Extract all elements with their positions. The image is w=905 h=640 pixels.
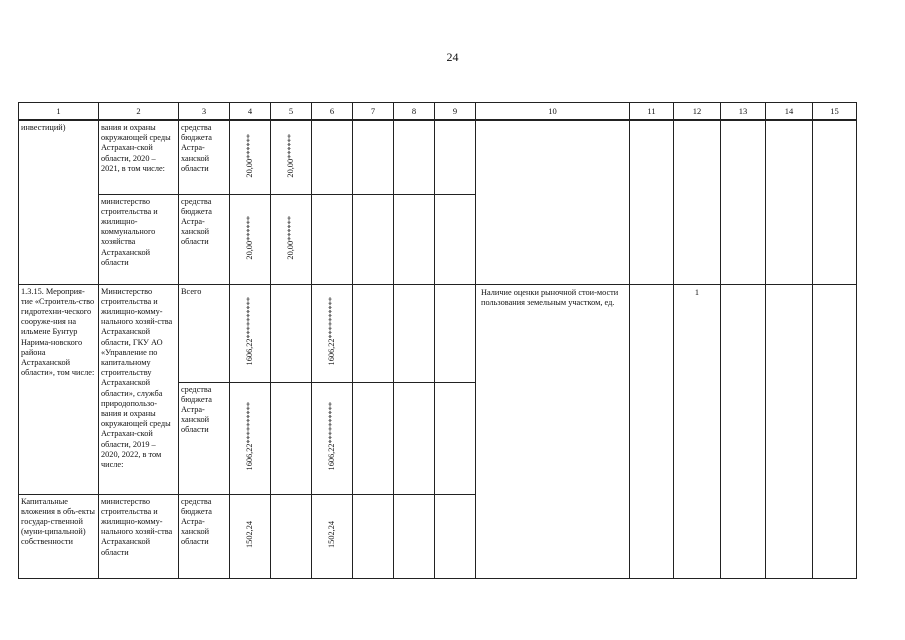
- cell-source: средства бюджета Астра-ханской области: [179, 194, 230, 284]
- cell-executor: Министерство строительства и жилищно-комму-нального хозяй-ства Астраханской области, ГКУ АО «Управление по капитальному строительству Астраханской области», служба природопользо-вания и охраны окружающей среды Астрахан-ской области, 2019 – 2020, 2022, в том числе:: [99, 284, 179, 494]
- table-row: [19, 120, 857, 194]
- cell-empty: [353, 382, 394, 494]
- header-cell: 8: [394, 103, 435, 121]
- cell-empty: [721, 120, 766, 284]
- cell-empty: [394, 120, 435, 194]
- cell-amount: 1502,24: [230, 494, 271, 578]
- header-cell: 13: [721, 103, 766, 121]
- cell-empty: [813, 284, 857, 578]
- cell-empty: [312, 120, 353, 194]
- cell-empty: [394, 284, 435, 382]
- cell-event-name: Капитальные вложения в объ-екты государ-ственной (муни-ципальной) собственности: [19, 494, 99, 578]
- header-cell: 4: [230, 103, 271, 121]
- cell-empty: [766, 120, 813, 284]
- cell-empty: [435, 120, 476, 194]
- cell-amount: 1502,24: [312, 494, 353, 578]
- cell-source: средства бюджета Астра-ханской области: [179, 382, 230, 494]
- header-cell: 2: [99, 103, 179, 121]
- cell-empty: [353, 284, 394, 382]
- cell-empty: [674, 120, 721, 284]
- header-row: [19, 103, 857, 121]
- cell-empty: [813, 120, 857, 284]
- header-cell: 11: [630, 103, 674, 121]
- table-row: [19, 284, 857, 382]
- cell-empty: [435, 494, 476, 578]
- header-cell: 5: [271, 103, 312, 121]
- header-cell: 15: [813, 103, 857, 121]
- page-number: 24: [446, 50, 459, 64]
- cell-empty: [271, 494, 312, 578]
- cell-executor: министерство строительства и жилищно-комму-нального хозяй-ства Астраханской области: [99, 494, 179, 578]
- header-cell: 12: [674, 103, 721, 121]
- cell-amount: 20,00******: [230, 120, 271, 194]
- cell-amount: 1606,22**********: [312, 382, 353, 494]
- cell-empty: [353, 494, 394, 578]
- cell-amount: 1606,22**********: [312, 284, 353, 382]
- cell-amount: 20,00******: [271, 194, 312, 284]
- cell-amount: 1606,22**********: [230, 382, 271, 494]
- header-cell: 1: [19, 103, 99, 121]
- cell-empty: [353, 194, 394, 284]
- cell-empty: [435, 382, 476, 494]
- cell-empty: [435, 194, 476, 284]
- cell-indicator-value: 1: [674, 284, 721, 578]
- cell-amount: 20,00******: [271, 120, 312, 194]
- cell-executor: вания и охраны окружающей среды Астрахан-ской области, 2020 – 2021, в том числе:: [99, 120, 179, 194]
- cell-event-name: 1.3.15. Мероприя-тие «Строитель-ство гидротехни-ческого сооруже-ния на ильмене Бунтур Нарима-новского района Астраханской области», том числе:: [19, 284, 99, 494]
- header-cell: 14: [766, 103, 813, 121]
- header-cell: 10: [476, 103, 630, 121]
- cell-empty: [630, 284, 674, 578]
- cell-source: Всего: [179, 284, 230, 382]
- cell-amount: 20,00******: [230, 194, 271, 284]
- cell-empty: [271, 284, 312, 382]
- cell-executor: министерство строительства и жилищно-коммунального хозяйства Астраханской области: [99, 194, 179, 284]
- cell-source: средства бюджета Астра-ханской области: [179, 494, 230, 578]
- header-cell: 6: [312, 103, 353, 121]
- cell-indicator: [476, 120, 630, 284]
- cell-empty: [435, 284, 476, 382]
- cell-empty: [271, 382, 312, 494]
- cell-empty: [312, 194, 353, 284]
- cell-empty: [394, 382, 435, 494]
- cell-empty: [394, 194, 435, 284]
- budget-table: [18, 102, 857, 579]
- cell-empty: [721, 284, 766, 578]
- cell-event-name: инвестиций): [19, 120, 99, 284]
- header-cell: 9: [435, 103, 476, 121]
- cell-empty: [353, 120, 394, 194]
- header-cell: 3: [179, 103, 230, 121]
- header-cell: 7: [353, 103, 394, 121]
- cell-empty: [394, 494, 435, 578]
- cell-empty: [766, 284, 813, 578]
- cell-empty: [630, 120, 674, 284]
- cell-source: средства бюджета Астра-ханской области: [179, 120, 230, 194]
- cell-amount: 1606,22**********: [230, 284, 271, 382]
- cell-indicator: Наличие оценки рыночной стои-мости пользования земельным участком, ед.: [476, 284, 630, 578]
